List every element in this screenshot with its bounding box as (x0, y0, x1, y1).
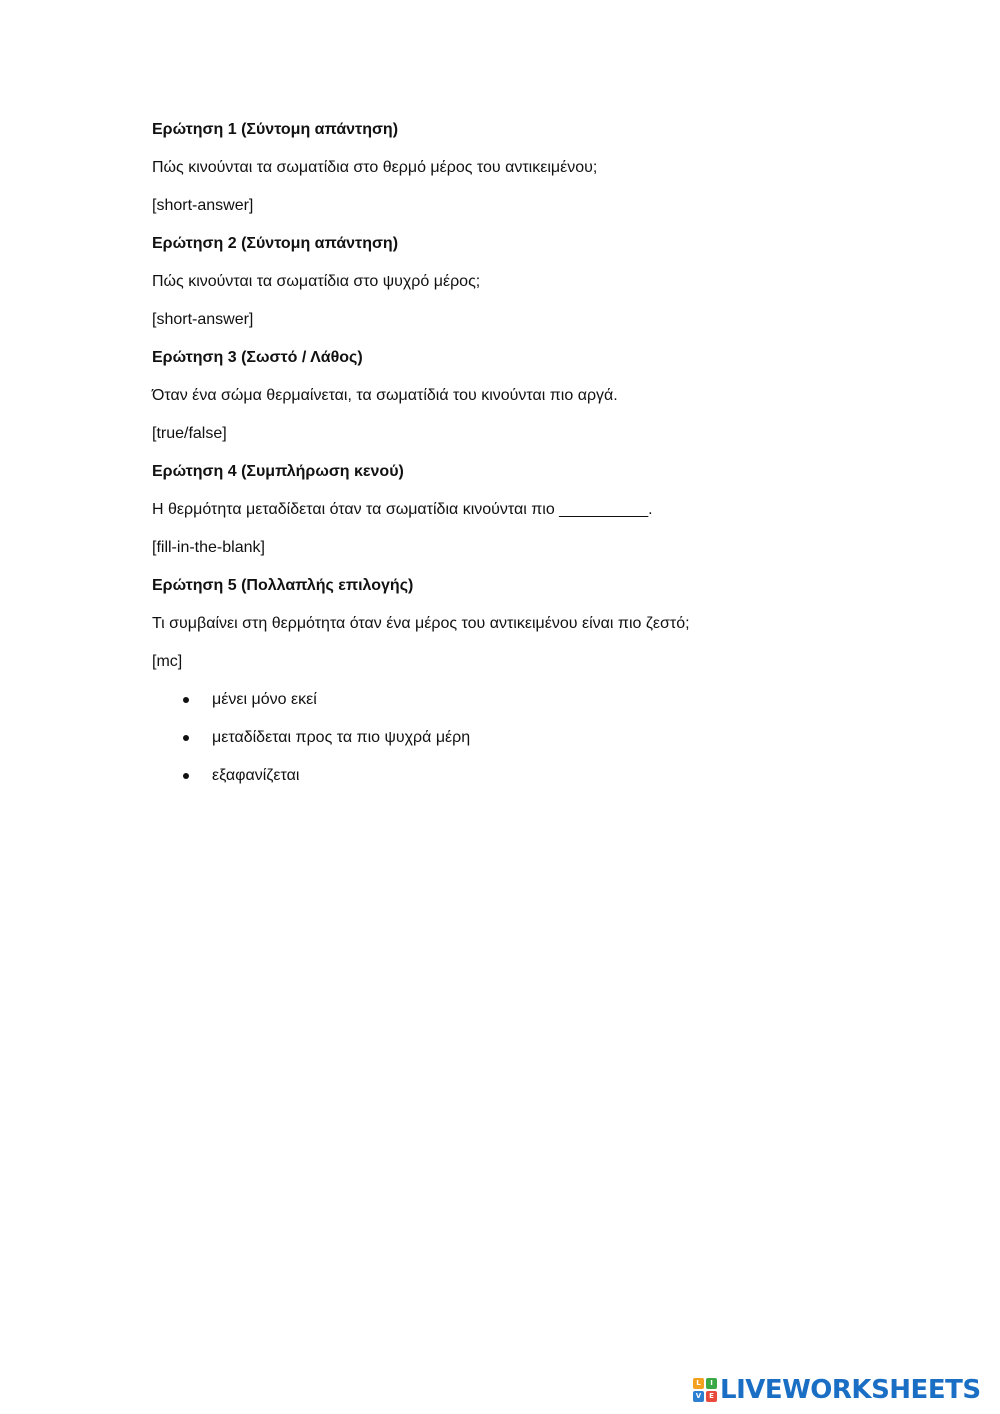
option-label: εξαφανίζεται (212, 767, 300, 784)
logo-wordmark: LIVEWORKSHEETS (720, 1375, 981, 1405)
question-4-prompt: Η θερμότητα μεταδίδεται όταν τα σωματίδια κινούνται πιο __________. (152, 501, 653, 518)
liveworksheets-logo-icon (693, 1378, 717, 1402)
question-2-heading: Ερώτηση 2 (Σύντομη απάντηση) (152, 235, 399, 252)
question-4-type-tag: [fill-in-the-blank] (152, 539, 265, 556)
option-label: μεταδίδεται προς τα πιο ψυχρά μέρη (212, 729, 471, 746)
logo-cell: E (706, 1391, 717, 1402)
bullet-icon (183, 697, 189, 703)
question-1-heading: Ερώτηση 1 (Σύντομη απάντηση) (152, 121, 399, 138)
question-1-prompt: Πώς κινούνται τα σωματίδια στο θερμό μέρος του αντικειμένου; (152, 159, 598, 176)
question-2-prompt: Πώς κινούνται τα σωματίδια στο ψυχρό μέρος; (152, 273, 481, 290)
question-5-option (152, 728, 872, 748)
question-5-options (152, 690, 872, 786)
question-5-option (152, 766, 872, 786)
question-5-heading: Ερώτηση 5 (Πολλαπλής επιλογής) (152, 577, 414, 594)
worksheet-content (152, 120, 872, 804)
question-1-type-tag: [short-answer] (152, 197, 254, 214)
logo-cell: V (693, 1391, 704, 1402)
question-5-prompt: Τι συμβαίνει στη θερμότητα όταν ένα μέρος του αντικειμένου είναι πιο ζεστό; (152, 615, 690, 632)
logo-cell: I (706, 1378, 717, 1389)
logo-cell: L (693, 1378, 704, 1389)
option-label: μένει μόνο εκεί (212, 691, 317, 708)
question-4-heading: Ερώτηση 4 (Συμπλήρωση κενού) (152, 463, 404, 480)
question-2-type-tag: [short-answer] (152, 311, 254, 328)
liveworksheets-logo (693, 1374, 981, 1406)
question-5-option (152, 690, 872, 710)
bullet-icon (183, 735, 189, 741)
question-3-type-tag: [true/false] (152, 425, 227, 442)
bullet-icon (183, 773, 189, 779)
question-3-heading: Ερώτηση 3 (Σωστό / Λάθος) (152, 349, 363, 366)
question-3-prompt: Όταν ένα σώμα θερμαίνεται, τα σωματίδιά του κινούνται πιο αργά. (152, 387, 618, 404)
question-5-type-tag: [mc] (152, 653, 183, 670)
